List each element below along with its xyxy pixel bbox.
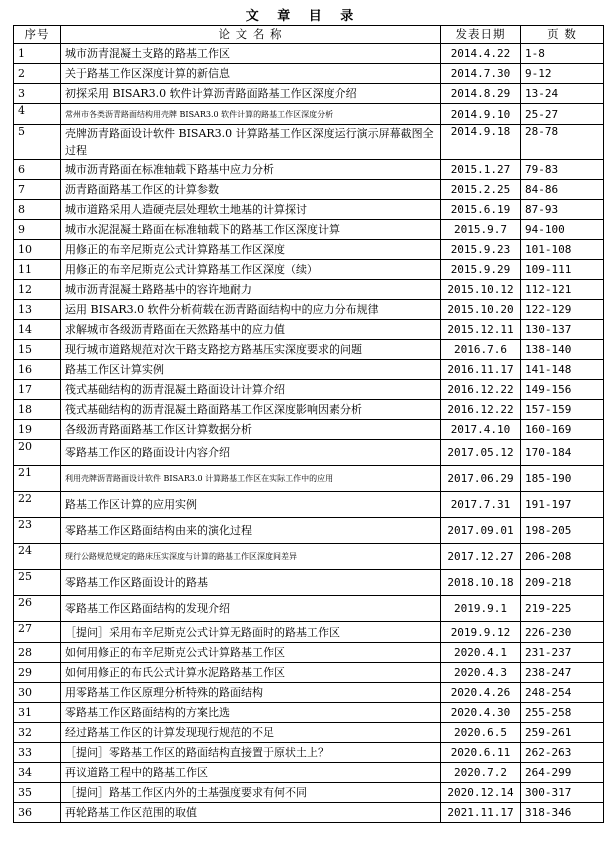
row-date: 2014.9.10 — [441, 104, 521, 125]
row-date: 2014.8.29 — [441, 84, 521, 104]
row-pages: 255-258 — [521, 703, 604, 723]
row-title: 用零路基工作区原理分析特殊的路面结构 — [61, 683, 441, 703]
table-row — [14, 300, 604, 320]
row-number: 18 — [14, 400, 61, 420]
row-date: 2018.10.18 — [441, 570, 521, 596]
row-number: 17 — [14, 380, 61, 400]
row-title: ［提问］采用布辛尼斯克公式计算无路面时的路基工作区 — [61, 622, 441, 643]
row-number: 31 — [14, 703, 61, 723]
row-pages: 122-129 — [521, 300, 604, 320]
row-title: 常州市各类沥青路面结构用壳牌 BISAR3.0 软件计算的路基工作区深度分析 — [61, 104, 441, 125]
header-row — [14, 26, 604, 44]
table-row — [14, 466, 604, 492]
row-number: 2 — [14, 64, 61, 84]
table-row — [14, 64, 604, 84]
row-pages: 25-27 — [521, 104, 604, 125]
row-number: 9 — [14, 220, 61, 240]
row-number: 10 — [14, 240, 61, 260]
row-title: 零路基工作区的路面设计内容介绍 — [61, 440, 441, 466]
row-date: 2015.9.23 — [441, 240, 521, 260]
row-date: 2021.11.17 — [441, 803, 521, 823]
table-row — [14, 420, 604, 440]
row-title: 城市沥青混凝土路路基中的容许地耐力 — [61, 280, 441, 300]
row-title: 现行城市道路规范对次干路支路挖方路基压实深度要求的问题 — [61, 340, 441, 360]
row-date: 2015.10.12 — [441, 280, 521, 300]
row-title: 筏式基础结构的沥青混凝土路面路基工作区深度影响因素分析 — [61, 400, 441, 420]
table-row — [14, 340, 604, 360]
row-title: 城市沥青混凝土支路的路基工作区 — [61, 44, 441, 64]
row-pages: 109-111 — [521, 260, 604, 280]
row-date: 2014.7.30 — [441, 64, 521, 84]
row-pages: 84-86 — [521, 180, 604, 200]
row-pages: 259-261 — [521, 723, 604, 743]
row-title: 城市水泥混凝土路面在标准轴载下的路基工作区深度计算 — [61, 220, 441, 240]
row-pages: 101-108 — [521, 240, 604, 260]
table-row — [14, 518, 604, 544]
row-number: 21 — [14, 466, 61, 492]
row-title: 城市道路采用人造硬壳层处理软土地基的计算探讨 — [61, 200, 441, 220]
row-number: 24 — [14, 544, 61, 570]
row-date: 2020.4.1 — [441, 643, 521, 663]
row-pages: 87-93 — [521, 200, 604, 220]
row-title: ［提问］零路基工作区的路面结构直接置于原状土上？ — [61, 743, 441, 763]
table-row — [14, 360, 604, 380]
row-pages: 226-230 — [521, 622, 604, 643]
row-pages: 13-24 — [521, 84, 604, 104]
row-title: 壳牌沥青路面设计软件 BISAR3.0 计算路基工作区深度运行演示屏幕截图全过程 — [61, 125, 441, 160]
row-title: 路基工作区计算的应用实例 — [61, 492, 441, 518]
row-title: 零路基工作区路面结构的方案比选 — [61, 703, 441, 723]
document-title: 文 章 目 录 — [245, 9, 361, 24]
table-row — [14, 84, 604, 104]
row-date: 2015.9.7 — [441, 220, 521, 240]
row-title: 筏式基础结构的沥青混凝土路面设计计算介绍 — [61, 380, 441, 400]
row-date: 2014.9.18 — [441, 125, 521, 160]
row-title: 现行公路规范规定的路床压实深度与计算的路基工作区深度间差异 — [61, 544, 441, 570]
row-pages: 206-208 — [521, 544, 604, 570]
table-row — [14, 663, 604, 683]
row-pages: 198-205 — [521, 518, 604, 544]
row-date: 2019.9.12 — [441, 622, 521, 643]
row-pages: 141-148 — [521, 360, 604, 380]
row-number: 7 — [14, 180, 61, 200]
row-date: 2015.6.19 — [441, 200, 521, 220]
row-date: 2015.10.20 — [441, 300, 521, 320]
table-row — [14, 400, 604, 420]
header-date: 发表日期 — [441, 26, 521, 44]
row-date: 2017.4.10 — [441, 420, 521, 440]
row-number: 35 — [14, 783, 61, 803]
row-pages: 264-299 — [521, 763, 604, 783]
row-date: 2016.12.22 — [441, 380, 521, 400]
row-title: ［提问］路基工作区内外的土基强度要求有何不同 — [61, 783, 441, 803]
row-number: 4 — [14, 104, 61, 125]
table-row — [14, 240, 604, 260]
row-number: 1 — [14, 44, 61, 64]
row-title: 路基工作区计算实例 — [61, 360, 441, 380]
row-date: 2016.11.17 — [441, 360, 521, 380]
row-date: 2020.12.14 — [441, 783, 521, 803]
table-row — [14, 723, 604, 743]
row-title: 如何用修正的布辛尼斯克公式计算路基工作区 — [61, 643, 441, 663]
row-pages: 170-184 — [521, 440, 604, 466]
row-number: 29 — [14, 663, 61, 683]
row-date: 2015.12.11 — [441, 320, 521, 340]
row-date: 2020.7.2 — [441, 763, 521, 783]
row-number: 16 — [14, 360, 61, 380]
table-row — [14, 783, 604, 803]
row-title: 零路基工作区路面结构由来的演化过程 — [61, 518, 441, 544]
row-title: 利用壳牌沥青路面设计软件 BISAR3.0 计算路基工作区在实际工作中的应用 — [61, 466, 441, 492]
row-pages: 149-156 — [521, 380, 604, 400]
row-number: 30 — [14, 683, 61, 703]
row-number: 33 — [14, 743, 61, 763]
header-no: 序号 — [14, 26, 61, 44]
row-title: 如何用修正的布氏公式计算水泥路路基工作区 — [61, 663, 441, 683]
table-row — [14, 260, 604, 280]
table-row — [14, 280, 604, 300]
row-date: 2020.4.30 — [441, 703, 521, 723]
toc-table — [13, 25, 604, 823]
table-row — [14, 703, 604, 723]
row-number: 23 — [14, 518, 61, 544]
table-row — [14, 320, 604, 340]
table-row — [14, 763, 604, 783]
table-row — [14, 200, 604, 220]
row-title: 关于路基工作区深度计算的新信息 — [61, 64, 441, 84]
row-date: 2020.6.11 — [441, 743, 521, 763]
row-title: 零路基工作区路面设计的路基 — [61, 570, 441, 596]
row-title: 用修正的布辛尼斯克公式计算路基工作区深度 — [61, 240, 441, 260]
row-pages: 138-140 — [521, 340, 604, 360]
row-title: 经过路基工作区的计算发现现行规范的不足 — [61, 723, 441, 743]
table-row — [14, 743, 604, 763]
row-date: 2016.7.6 — [441, 340, 521, 360]
row-number: 22 — [14, 492, 61, 518]
row-pages: 1-8 — [521, 44, 604, 64]
row-date: 2020.6.5 — [441, 723, 521, 743]
row-title: 各级沥青路面路基工作区计算数据分析 — [61, 420, 441, 440]
row-pages: 219-225 — [521, 596, 604, 622]
row-number: 28 — [14, 643, 61, 663]
row-date: 2017.7.31 — [441, 492, 521, 518]
row-number: 13 — [14, 300, 61, 320]
row-number: 5 — [14, 125, 61, 160]
row-number: 26 — [14, 596, 61, 622]
row-date: 2020.4.3 — [441, 663, 521, 683]
row-title: 沥青路面路基工作区的计算参数 — [61, 180, 441, 200]
header-title: 论 文 名 称 — [61, 26, 441, 44]
table-row — [14, 440, 604, 466]
row-title: 用修正的布辛尼斯克公式计算路基工作区深度（续） — [61, 260, 441, 280]
row-date: 2017.09.01 — [441, 518, 521, 544]
row-number: 6 — [14, 160, 61, 180]
row-pages: 28-78 — [521, 125, 604, 160]
row-number: 8 — [14, 200, 61, 220]
row-title: 零路基工作区路面结构的发现介绍 — [61, 596, 441, 622]
row-date: 2015.2.25 — [441, 180, 521, 200]
row-number: 15 — [14, 340, 61, 360]
row-pages: 130-137 — [521, 320, 604, 340]
table-row — [14, 596, 604, 622]
row-pages: 209-218 — [521, 570, 604, 596]
row-pages: 300-317 — [521, 783, 604, 803]
row-number: 3 — [14, 84, 61, 104]
row-title: 初探采用 BISAR3.0 软件计算沥青路面路基工作区深度介绍 — [61, 84, 441, 104]
row-pages: 94-100 — [521, 220, 604, 240]
row-number: 12 — [14, 280, 61, 300]
table-row — [14, 643, 604, 663]
table-row — [14, 104, 604, 125]
table-row — [14, 622, 604, 643]
row-number: 19 — [14, 420, 61, 440]
row-date: 2014.4.22 — [441, 44, 521, 64]
table-row — [14, 492, 604, 518]
table-row — [14, 380, 604, 400]
table-row — [14, 220, 604, 240]
row-date: 2016.12.22 — [441, 400, 521, 420]
row-number: 20 — [14, 440, 61, 466]
row-pages: 238-247 — [521, 663, 604, 683]
row-pages: 262-263 — [521, 743, 604, 763]
row-pages: 248-254 — [521, 683, 604, 703]
header-pages: 页 数 — [521, 26, 604, 44]
row-number: 36 — [14, 803, 61, 823]
row-date: 2017.12.27 — [441, 544, 521, 570]
row-number: 11 — [14, 260, 61, 280]
row-pages: 318-346 — [521, 803, 604, 823]
row-title: 再轮路基工作区范围的取值 — [61, 803, 441, 823]
table-row — [14, 44, 604, 64]
table-row — [14, 544, 604, 570]
row-number: 34 — [14, 763, 61, 783]
row-pages: 79-83 — [521, 160, 604, 180]
row-title: 再议道路工程中的路基工作区 — [61, 763, 441, 783]
row-number: 27 — [14, 622, 61, 643]
row-number: 32 — [14, 723, 61, 743]
row-pages: 191-197 — [521, 492, 604, 518]
row-title: 城市沥青路面在标准轴载下路基中应力分析 — [61, 160, 441, 180]
row-date: 2015.9.29 — [441, 260, 521, 280]
table-row — [14, 570, 604, 596]
row-pages: 112-121 — [521, 280, 604, 300]
table-row — [14, 160, 604, 180]
row-pages: 160-169 — [521, 420, 604, 440]
table-row — [14, 125, 604, 160]
row-pages: 231-237 — [521, 643, 604, 663]
row-pages: 185-190 — [521, 466, 604, 492]
row-date: 2017.06.29 — [441, 466, 521, 492]
row-pages: 9-12 — [521, 64, 604, 84]
row-date: 2019.9.1 — [441, 596, 521, 622]
row-number: 25 — [14, 570, 61, 596]
row-title: 运用 BISAR3.0 软件分析荷载在沥青路面结构中的应力分布规律 — [61, 300, 441, 320]
table-row — [14, 683, 604, 703]
row-date: 2020.4.26 — [441, 683, 521, 703]
row-number: 14 — [14, 320, 61, 340]
row-date: 2017.05.12 — [441, 440, 521, 466]
row-pages: 157-159 — [521, 400, 604, 420]
row-date: 2015.1.27 — [441, 160, 521, 180]
row-title: 求解城市各级沥青路面在天然路基中的应力值 — [61, 320, 441, 340]
table-row — [14, 180, 604, 200]
table-row — [14, 803, 604, 823]
